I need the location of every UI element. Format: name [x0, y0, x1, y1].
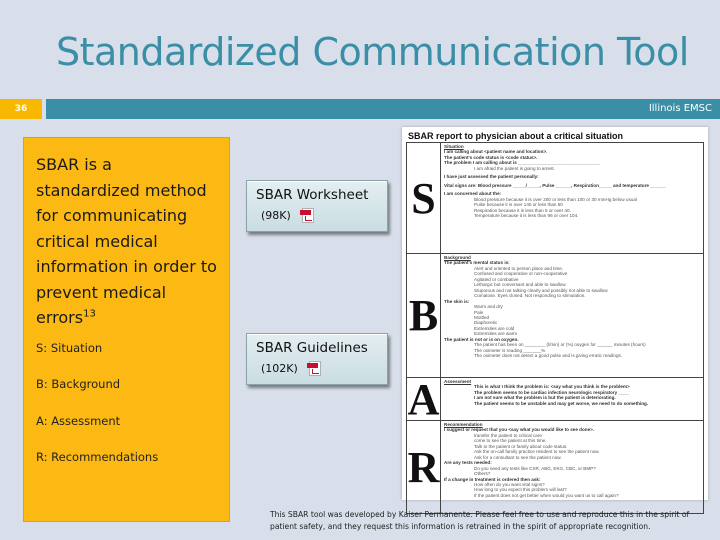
section-letter: R — [407, 421, 441, 513]
header-bar — [0, 99, 720, 119]
section-line: Comatose. Eyes closed. Not responding to stimulation. — [474, 293, 586, 299]
page-number: 36 — [0, 99, 42, 119]
section-line: Agitated or combative — [474, 276, 519, 282]
citation-marker: 13 — [83, 308, 96, 320]
section-line: Vital signs are: Blood pressure _____/_____, Pulse ______, Respiration_____ and temperature ______ — [444, 182, 666, 188]
sbar-definition — [36, 152, 217, 331]
section-line: The oximeter is reading _______% — [474, 347, 546, 353]
section-line: The problem I am calling about is ________________________________ — [444, 160, 600, 166]
button-label: SBAR Worksheet — [256, 187, 369, 203]
button-label: SBAR Guidelines — [256, 340, 368, 356]
section-line: I am afraid the patient is going to arrest. — [474, 165, 555, 171]
file-size: (98K) — [261, 209, 291, 222]
section-line: Ask the on-call family practice resident to see the patient now. — [474, 449, 600, 455]
pdf-icon[interactable] — [302, 208, 314, 223]
report-section-s — [407, 143, 703, 253]
section-line: Extremities are warm — [474, 331, 518, 337]
component-recommendations: R: Recommendations — [36, 450, 159, 464]
sbar-report-table — [406, 142, 704, 514]
section-line: Pulse because it is over 140 or less than 50 — [474, 202, 563, 208]
section-body — [441, 254, 703, 377]
file-size: (102K) — [261, 362, 298, 375]
section-body — [441, 143, 703, 253]
section-line: Temperature because it is less than 96 or over 104. — [474, 212, 579, 218]
section-line: Stuporous and not talking clearly and possibly not able to swallow — [474, 287, 608, 293]
section-letter: A — [407, 374, 440, 424]
section-line: Alert and oriented to person place and time. — [474, 265, 564, 271]
section-line: I am calling about <patient name and location>. — [444, 149, 548, 155]
section-line: Blood pressure because it is over 200 or less than 100 or 30 mmHg below usual — [474, 196, 637, 202]
section-heading: Recommendation — [444, 422, 483, 427]
report-section-r — [407, 420, 703, 513]
section-line: If a change in treatment is ordered then ask: — [444, 476, 541, 482]
section-line: Talk to the patient or family about code status. — [474, 443, 568, 449]
section-line: How often do you want vital signs? — [474, 481, 545, 487]
sbar-definition-box — [23, 137, 230, 522]
section-letter: B — [407, 254, 441, 377]
section-line: Ask for a consultant to see the patient now. — [474, 454, 562, 460]
section-letter: S — [407, 143, 441, 253]
component-assessment: A: Assessment — [36, 413, 121, 428]
report-section-b — [407, 253, 703, 377]
report-section-a — [407, 374, 703, 424]
org-name: Illinois EMSC — [648, 103, 712, 114]
section-line: The problem seems to be cardiac infection neurologic respiratory ____ — [474, 389, 629, 395]
section-line: Extremities are cold — [474, 325, 515, 331]
section-line: The patient is not or is on oxygen. — [444, 336, 519, 342]
section-line: The patient has been on ________ (l/min) or (%) oxygen for ______ minutes (hours) — [474, 342, 646, 348]
sbar-worksheet-button[interactable] — [246, 180, 388, 232]
section-line: The oximeter does not detect a good pulse and is giving erratic readings. — [474, 353, 623, 359]
org-banner — [46, 99, 720, 119]
section-line: The patient's mental status is: — [444, 260, 510, 266]
attribution-footnote: This SBAR tool was developed by Kaiser Permanente. Please feel free to use and reproduce this in the spirit of patient safety, and they request this information is retrained in the spirit of appropriate recognition. — [270, 510, 690, 531]
sbar-guidelines-button[interactable] — [246, 333, 388, 385]
section-body — [441, 421, 703, 513]
section-heading: Background — [444, 255, 471, 260]
section-line: How long to you expect this problem will last? — [474, 487, 567, 493]
component-situation: S: Situation — [36, 340, 103, 355]
report-title: SBAR report to physician about a critical situation — [408, 131, 624, 141]
section-line: Respiration because it is less than 5 or over 40. — [474, 207, 571, 213]
section-line: Mottled — [474, 314, 490, 320]
definition-text: SBAR is a standardized method for communicating critical medical information in order to prevent medical errors — [36, 155, 217, 327]
section-line: Do you need any tests like CXR, ABG, EKG, CBC, or BMP? — [474, 465, 596, 471]
section-body — [441, 378, 703, 420]
section-line: If the patient does not get better when would you want us to call again? — [474, 492, 619, 498]
section-line: Lethargic but conversant and able to swallow — [474, 282, 566, 288]
section-line: Diaphoretic — [474, 320, 498, 326]
section-line: Pale — [474, 309, 484, 315]
component-background: B: Background — [36, 377, 121, 391]
section-line: The patient seems to be unstable and may get worse, we need to do something. — [474, 400, 649, 406]
sbar-components-list — [36, 341, 217, 465]
section-line: This is what I think the problem is: <say what you think is the problem> — [474, 384, 630, 390]
section-line: come to see the patient at this time. — [474, 438, 547, 444]
section-line: Are any tests needed: — [444, 460, 492, 466]
section-line: The patient's code status is <code status>. — [444, 154, 538, 160]
section-line: Confused and cooperative or non-cooperative — [474, 271, 568, 277]
section-heading: Assessment — [444, 379, 472, 384]
sbar-report-image — [402, 127, 708, 500]
section-heading: Situation — [444, 144, 464, 149]
section-line: I have just assessed the patient personally: — [444, 174, 539, 180]
section-line: I am not sure what the problem is but the patient is deteriorating. — [474, 395, 616, 401]
section-line: I suggest or request that you <say what you would like to see done>. — [444, 427, 595, 433]
slide-title: Standardized Communication Tool — [56, 30, 689, 74]
section-line: transfer the patient to critical care — [474, 432, 542, 438]
section-line: Warm and dry — [474, 304, 503, 310]
section-line: The skin is: — [444, 298, 470, 304]
section-line: I am concerned about the: — [444, 191, 502, 197]
section-line: Others? — [474, 471, 491, 477]
pdf-icon[interactable] — [309, 361, 321, 376]
